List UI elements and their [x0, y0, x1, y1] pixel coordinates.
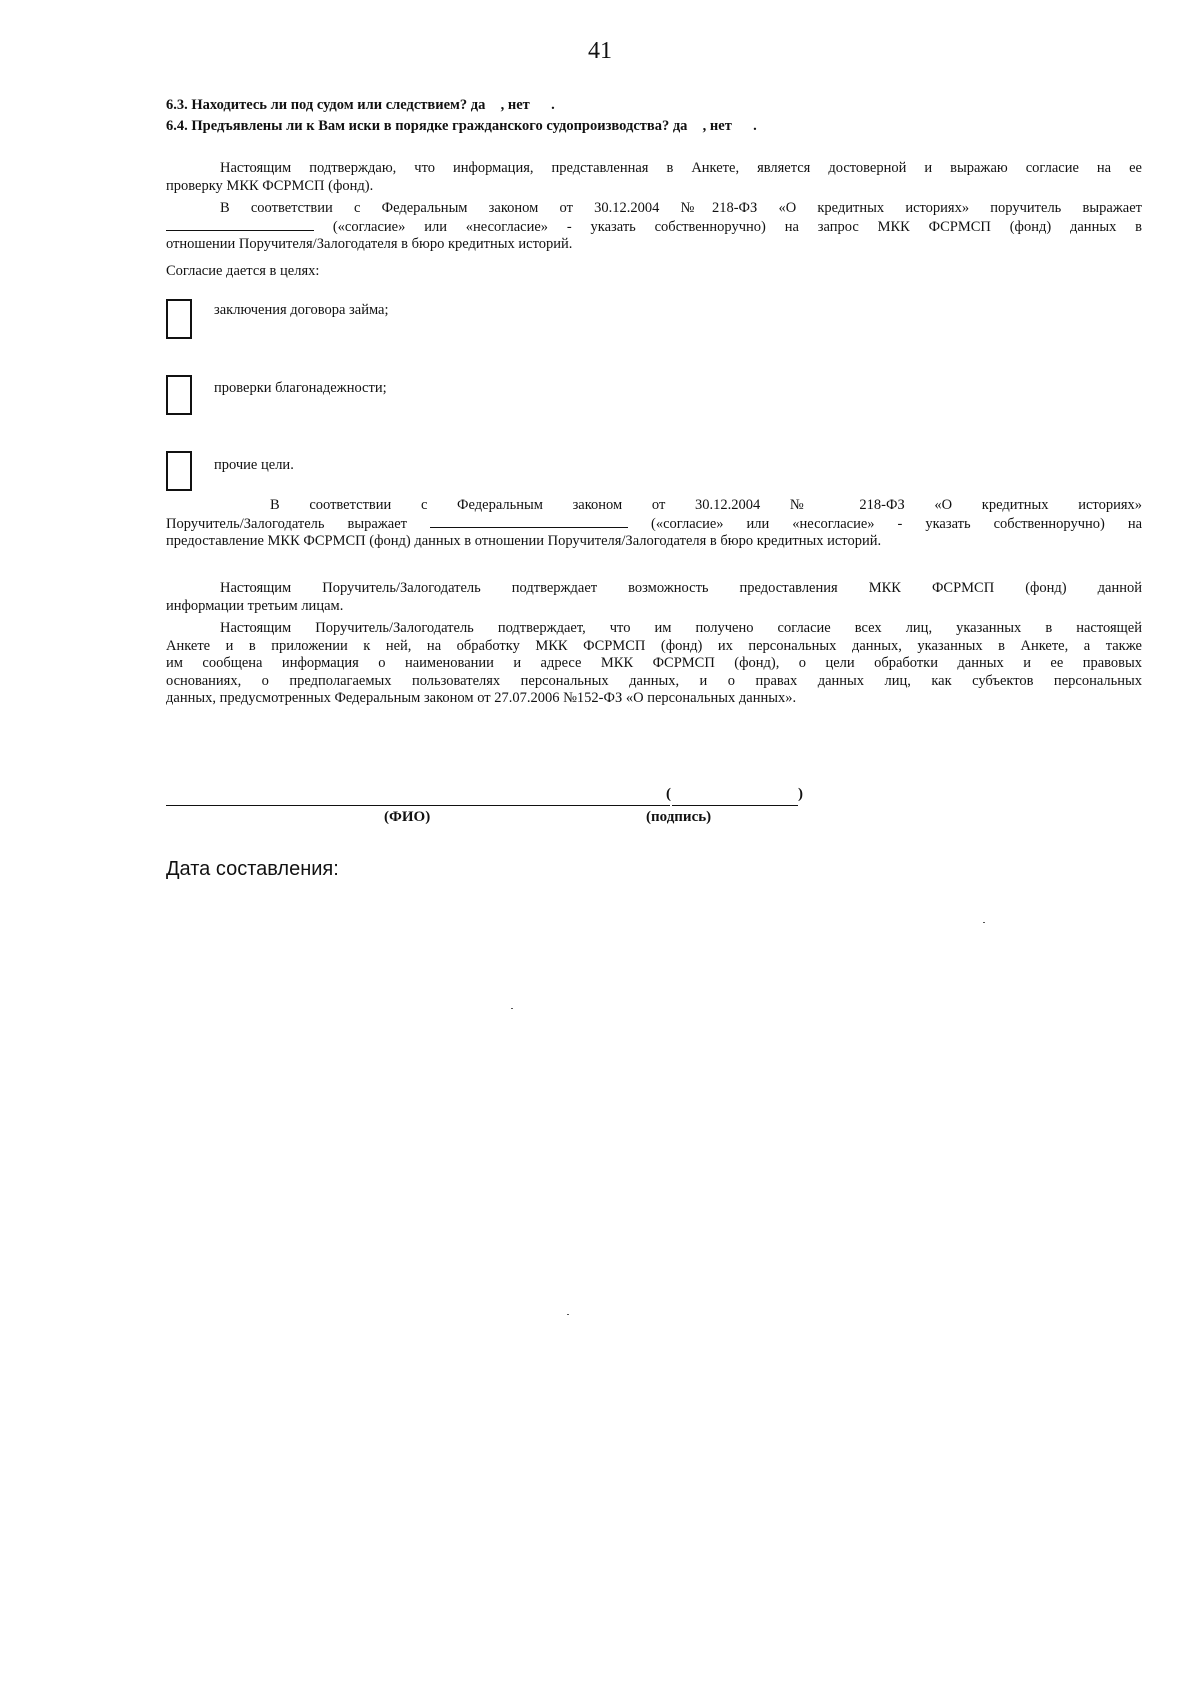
fio-signature-line[interactable] — [166, 805, 670, 806]
credit-history-consent-paragraph-2 — [166, 497, 1142, 551]
consent-line: В соответствии с Федеральным законом от 30.12.2004 № 218-ФЗ «О кредитных историях» — [270, 497, 1142, 513]
question-6-3 — [166, 97, 555, 114]
confirm-info-line: Настоящим подтверждаю, что информация, представленная в Анкете, является достоверной и выражаю согласие на ее — [220, 160, 1142, 176]
third-parties-line: Настоящим Поручитель/Залогодатель подтверждает возможность предоставления МКК ФСРМСП (фонд) данной — [220, 580, 1142, 596]
third-parties-paragraph — [166, 580, 1142, 615]
purpose-reliability-label: проверки благонадежности; — [214, 380, 387, 396]
consent-handwritten-field[interactable] — [430, 515, 628, 528]
signature-close-paren: ) — [798, 786, 803, 802]
signature-open-paren: ( — [666, 786, 671, 802]
purposes-title: Согласие дается в целях: — [166, 263, 320, 279]
consent-line-with-blank — [166, 515, 1142, 534]
purpose-loan-label: заключения договора займа; — [214, 302, 389, 318]
personal-data-line: им сообщена информация о наименовании и адресе МКК ФСРМСП (фонд), о цели обработки данных и ее правовых — [166, 655, 1142, 671]
personal-data-line: основаниях, о предполагаемых пользователях персональных данных, и о правах данных лиц, как субъектов персональных — [166, 672, 1142, 689]
consent-handwritten-field[interactable] — [166, 218, 314, 231]
purpose-loan-checkbox[interactable] — [166, 299, 192, 339]
answer-no: , нет — [500, 97, 530, 113]
personal-data-line: Настоящим Поручитель/Залогодатель подтверждает, что им получено согласие всех лиц, указанных в настоящей — [220, 620, 1142, 636]
question-text: 6.3. Находитесь ли под судом или следствием? да — [166, 97, 486, 113]
purpose-other-checkbox[interactable] — [166, 451, 192, 491]
signature-label: (подпись) — [646, 809, 712, 825]
scan-speck — [567, 1314, 569, 1315]
third-parties-line: информации третьим лицам. — [166, 597, 344, 614]
page-number: 41 — [588, 38, 612, 64]
credit-history-consent-paragraph — [166, 200, 1142, 254]
consent-line: предоставление МКК ФСРМСП (фонд) данных в отношении Поручителя/Залогодателя в бюро кредитных историй. — [166, 533, 882, 549]
scan-speck — [983, 922, 985, 923]
consent-line-with-blank — [166, 218, 1142, 237]
fio-label: (ФИО) — [384, 809, 431, 825]
consent-line-text: («согласие» или «несогласие» - указать собственноручно) на — [651, 515, 1143, 532]
purpose-reliability-checkbox[interactable] — [166, 375, 192, 415]
scan-speck — [511, 1008, 513, 1009]
consent-line-text: («согласие» или «несогласие» - указать собственноручно) на запрос МКК ФСРМСП (фонд) данных в — [332, 218, 1142, 235]
confirm-info-paragraph — [166, 160, 1142, 195]
question-end: . — [753, 118, 757, 134]
personal-data-line: Анкете и в приложении к ней, на обработку МКК ФСРМСП (фонд) их персональных данных, указанных в Анкете, а также — [166, 637, 1142, 654]
confirm-info-line: проверку МКК ФСРМСП (фонд). — [166, 177, 374, 194]
consent-line-text: Поручитель/Залогодатель выражает — [166, 515, 408, 532]
consent-line: В соответствии с Федеральным законом от 30.12.2004 №218-ФЗ «О кредитных историях» поручитель выражает — [220, 200, 1142, 216]
consent-line: отношении Поручителя/Залогодателя в бюро кредитных историй. — [166, 236, 573, 252]
question-end: . — [551, 97, 555, 113]
personal-data-paragraph — [166, 620, 1142, 708]
purpose-other-label: прочие цели. — [214, 457, 294, 473]
date-label: Дата составления: — [166, 858, 339, 880]
question-6-4 — [166, 118, 757, 135]
personal-data-line: данных, предусмотренных Федеральным законом от 27.07.2006 №152-ФЗ «О персональных данных». — [166, 690, 797, 706]
question-text: 6.4. Предъявлены ли к Вам иски в порядке гражданского судопроизводства? да — [166, 118, 688, 134]
signature-line[interactable] — [672, 805, 798, 806]
answer-no: , нет — [702, 118, 732, 134]
